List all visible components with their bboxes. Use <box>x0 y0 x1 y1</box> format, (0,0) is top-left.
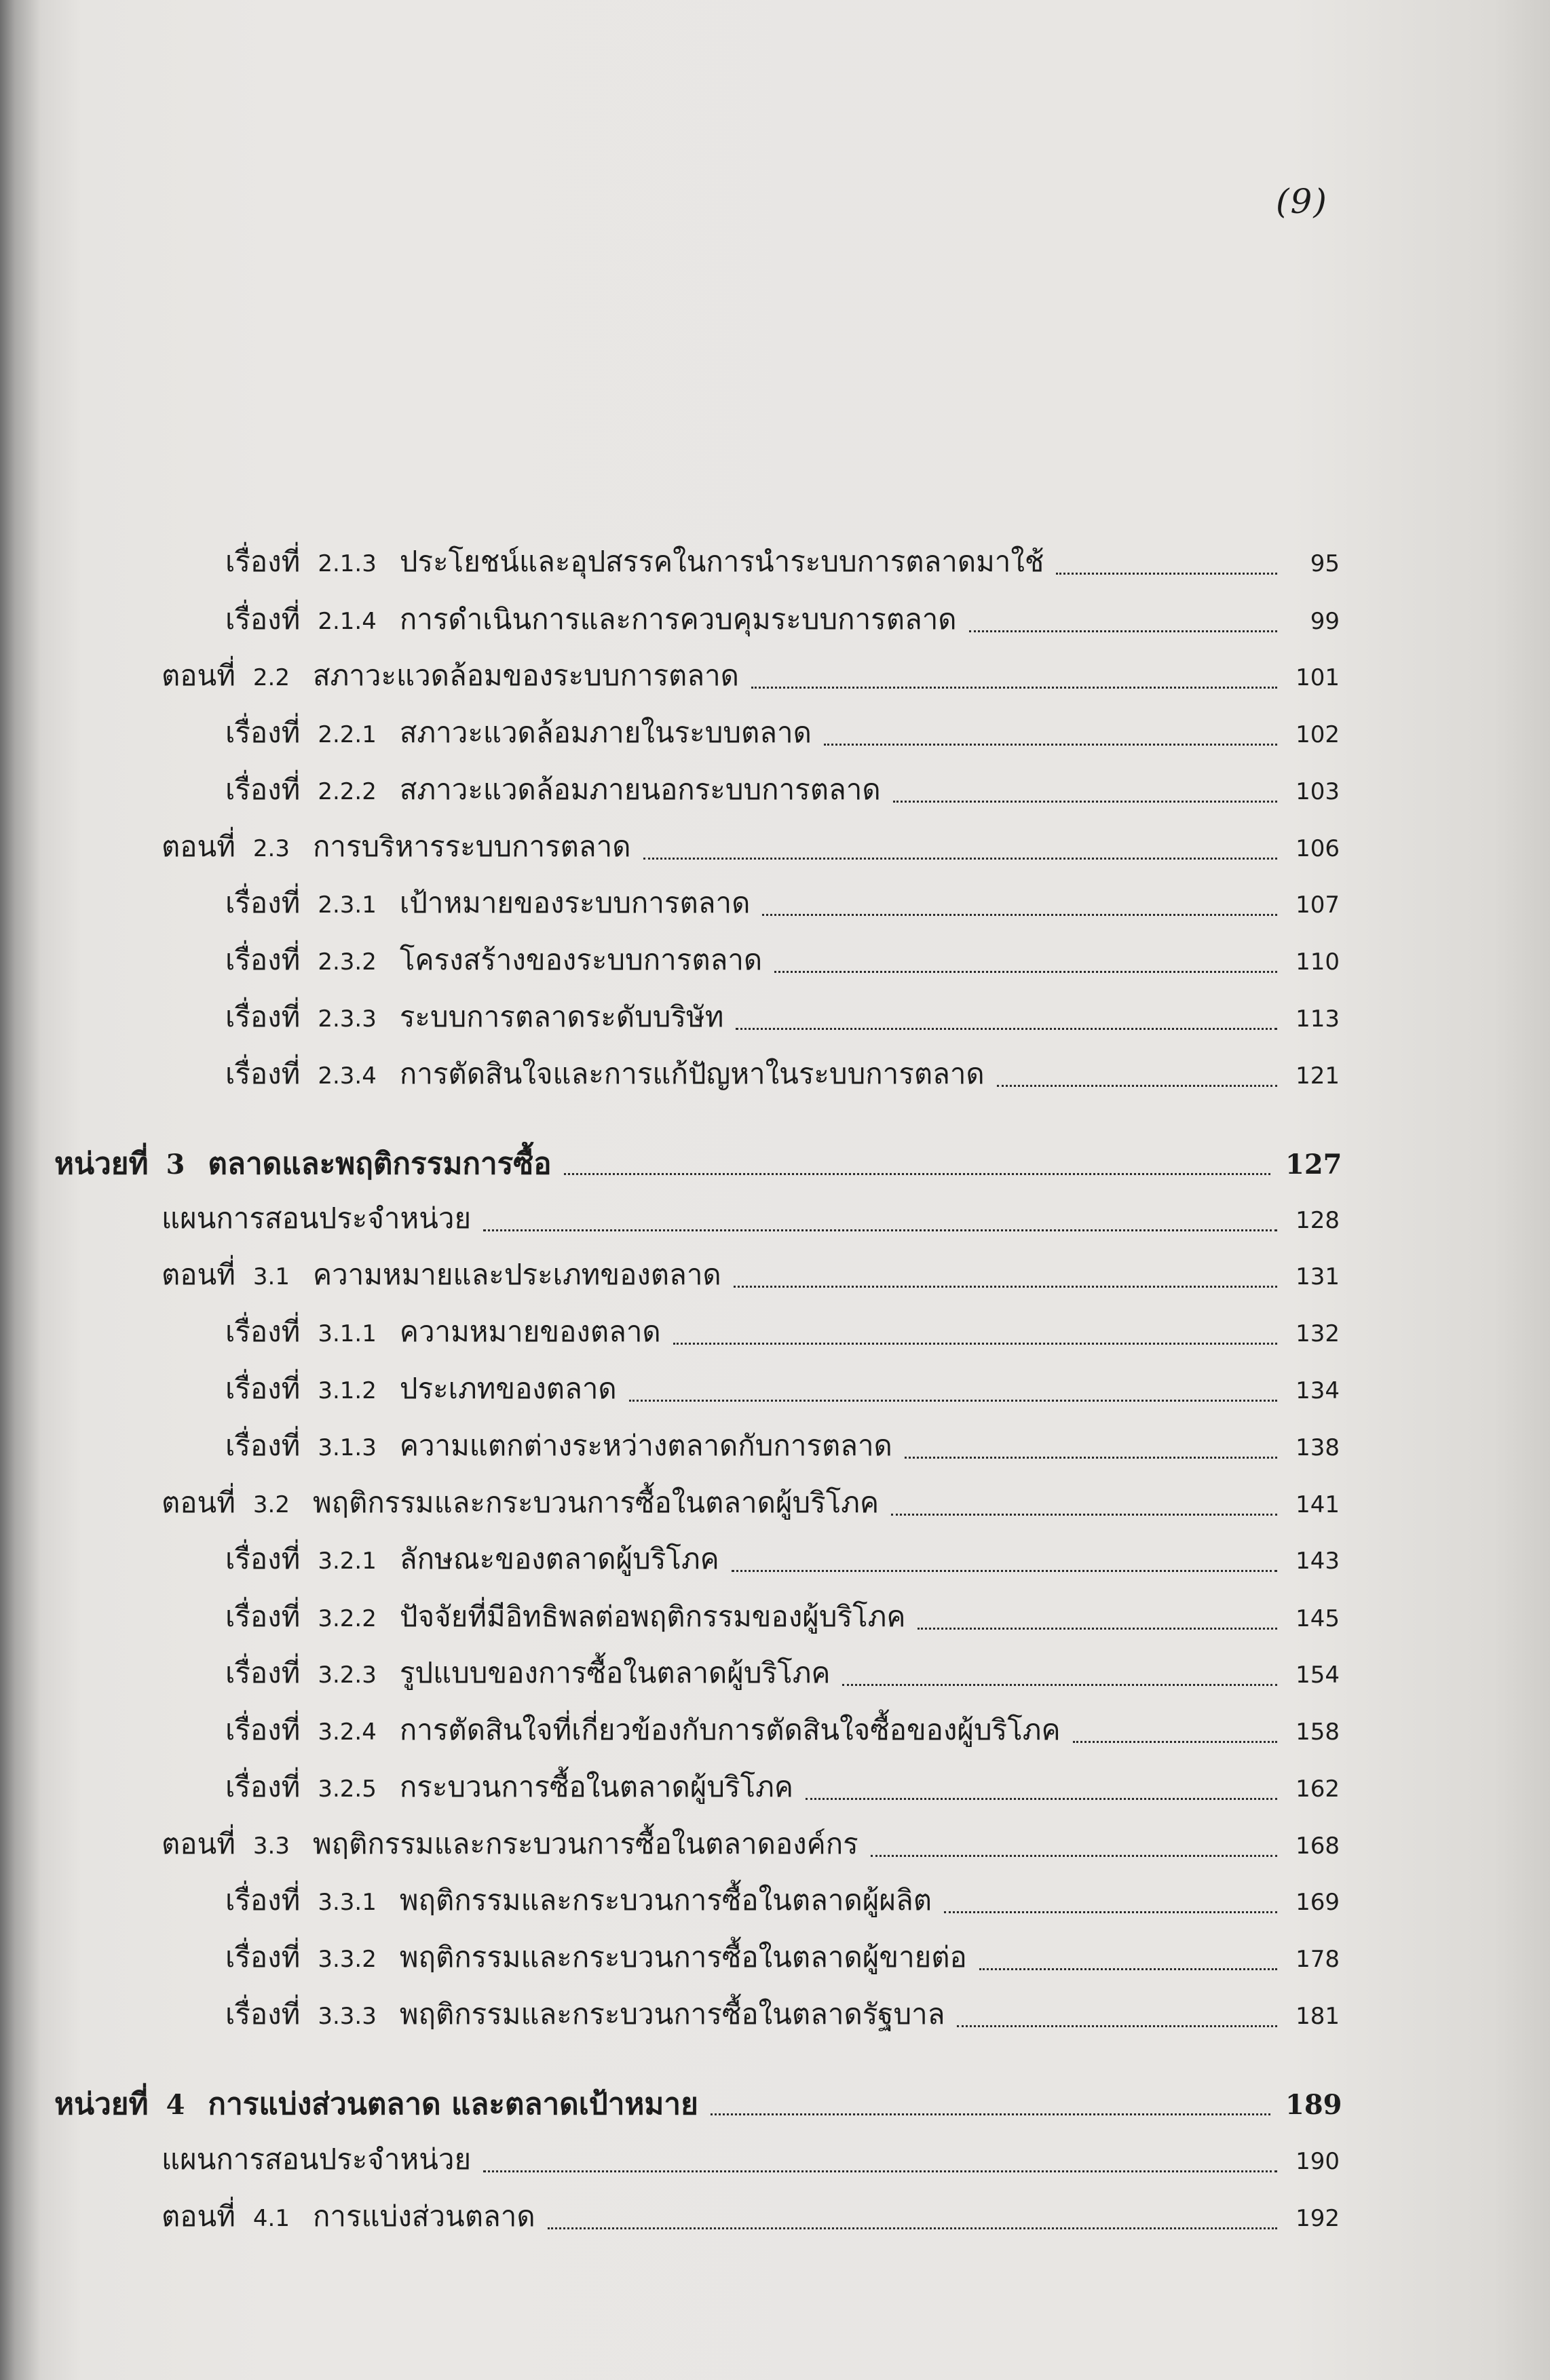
toc-entry-title: รูปแบบของการซื้อในตลาดผู้บริโภค <box>399 1656 831 1689</box>
toc-entry-title: พฤติกรรมและกระบวนการซื้อในตลาดผู้บริโภค <box>312 1486 880 1519</box>
toc-entry-prefix: ตอนที่ <box>162 1258 235 1291</box>
toc-entry-prefix: เรื่องที่ <box>225 1057 301 1090</box>
toc-entry-prefix: เรื่องที่ <box>225 1997 301 2031</box>
toc-entry-number: 3.1.1 <box>318 1320 377 1347</box>
toc-entry-page: 121 <box>1296 1062 1340 1090</box>
toc-entry-number: 3 <box>166 1149 185 1181</box>
toc-topic-entry <box>225 1594 1340 1642</box>
toc-dot-leader <box>905 1454 1277 1459</box>
toc-entry-title: การตัดสินใจที่เกี่ยวข้องกับการตัดสินใจซื้อของผู้บริโภค <box>399 1713 1061 1746</box>
toc-dot-leader <box>891 1511 1277 1516</box>
toc-entry-title: สภาวะแวดล้อมของระบบการตลาด <box>312 659 739 692</box>
toc-dot-leader <box>1056 570 1277 575</box>
toc-dot-leader <box>1073 1738 1277 1743</box>
toc-dot-leader <box>483 1227 1277 1231</box>
toc-section-entry <box>162 1196 1340 1244</box>
toc-entry-prefix: เรื่องที่ <box>225 1713 301 1746</box>
toc-section-entry <box>162 653 1340 701</box>
toc-entry-title: แผนการสอนประจำหน่วย <box>162 2143 472 2176</box>
toc-topic-entry <box>225 1935 1340 1982</box>
toc-entry-number: 4.1 <box>252 2205 290 2232</box>
toc-entry-prefix: เรื่องที่ <box>225 1000 301 1033</box>
toc-entry-title: พฤติกรรมและกระบวนการซื้อในตลาดผู้ขายต่อ <box>399 1940 967 1974</box>
toc-topic-entry <box>225 1423 1340 1471</box>
toc-entry-page: 95 <box>1310 550 1340 577</box>
toc-entry-title: สภาวะแวดล้อมภายในระบบตลาด <box>399 716 812 749</box>
toc-topic-entry <box>225 938 1340 985</box>
toc-entry-title: ลักษณะของตลาดผู้บริโภค <box>399 1542 719 1575</box>
toc-entry-page: 145 <box>1296 1605 1340 1632</box>
toc-entry-title: ประโยชน์และอุปสรรคในการนำระบบการตลาดมาใช้ <box>399 545 1044 578</box>
toc-entry-page: 127 <box>1285 1149 1342 1181</box>
toc-entry-number: 4 <box>166 2089 185 2121</box>
toc-entry-page: 99 <box>1310 608 1340 635</box>
toc-entry-title: ประเภทของตลาด <box>399 1372 617 1405</box>
toc-entry-number: 3.2.1 <box>318 1548 377 1575</box>
toc-dot-leader <box>979 1965 1277 1970</box>
toc-entry-prefix: เรื่องที่ <box>225 1940 301 1974</box>
toc-entry-number: 2.3 <box>252 835 290 862</box>
toc-dot-leader <box>871 1852 1277 1857</box>
toc-entry-title: การแบ่งส่วนตลาด และตลาดเป้าหมาย <box>208 2087 698 2122</box>
toc-dot-leader <box>893 798 1277 803</box>
toc-entry-number: 3.3 <box>252 1832 290 1860</box>
toc-dot-leader <box>918 1625 1277 1630</box>
toc-entry-prefix: เรื่องที่ <box>225 1429 301 1462</box>
toc-entry-prefix: เรื่องที่ <box>225 943 301 976</box>
toc-entry-page: 110 <box>1296 948 1340 976</box>
toc-entry-title: การตัดสินใจและการแก้ปัญหาในระบบการตลาด <box>399 1057 985 1090</box>
toc-topic-entry <box>225 1708 1340 1755</box>
toc-entry-page: 103 <box>1296 778 1340 805</box>
toc-entry-page: 134 <box>1296 1377 1340 1404</box>
toc-topic-entry <box>225 767 1340 815</box>
toc-entry-number: 2.2.2 <box>318 778 377 805</box>
toc-topic-entry <box>225 1765 1340 1812</box>
toc-entry-number: 3.2.4 <box>318 1719 377 1746</box>
toc-topic-entry <box>225 1878 1340 1925</box>
toc-topic-entry <box>225 1651 1340 1698</box>
toc-topic-entry <box>225 881 1340 928</box>
toc-dot-leader <box>806 1795 1277 1800</box>
toc-entry-prefix: ตอนที่ <box>162 2200 235 2233</box>
toc-dot-leader <box>643 855 1278 860</box>
toc-entry-title: การดำเนินการและการควบคุมระบบการตลาด <box>399 602 957 636</box>
toc-entry-title: แผนการสอนประจำหน่วย <box>162 1202 472 1235</box>
toc-entry-prefix: เรื่องที่ <box>225 1770 301 1803</box>
toc-dot-leader <box>629 1397 1277 1402</box>
toc-entry-page: 102 <box>1296 721 1340 748</box>
toc-entry-number: 2.2 <box>252 664 290 691</box>
toc-entry-page: 168 <box>1296 1832 1340 1860</box>
toc-entry-number: 3.1.2 <box>318 1377 377 1404</box>
toc-dot-leader <box>824 741 1277 746</box>
toc-entry-page: 178 <box>1296 1946 1340 1973</box>
toc-dot-leader <box>673 1340 1277 1345</box>
toc-unit-entry <box>54 1140 1340 1187</box>
toc-entry-page: 181 <box>1296 2003 1340 2030</box>
toc-entry-prefix: เรื่องที่ <box>225 773 301 806</box>
toc-dot-leader <box>751 684 1277 689</box>
toc-entry-prefix: ตอนที่ <box>162 830 235 863</box>
toc-dot-leader <box>734 1283 1277 1288</box>
toc-topic-entry <box>225 1537 1340 1584</box>
toc-entry-prefix: เรื่องที่ <box>225 1542 301 1575</box>
toc-entry-page: 107 <box>1296 891 1340 919</box>
toc-entry-number: 3.3.1 <box>318 1889 377 1916</box>
toc-dot-leader <box>774 968 1277 973</box>
toc-entry-title: ความหมายของตลาด <box>399 1315 661 1348</box>
toc-topic-entry <box>225 1309 1340 1357</box>
toc-entry-page: 106 <box>1296 835 1340 862</box>
toc-dot-leader <box>957 2022 1277 2027</box>
toc-entry-number: 2.2.1 <box>318 721 377 748</box>
toc-entry-prefix: ตอนที่ <box>162 1827 235 1860</box>
toc-entry-prefix: เรื่องที่ <box>225 1372 301 1405</box>
toc-dot-leader <box>732 1567 1277 1572</box>
toc-entry-title: ความหมายและประเภทของตลาด <box>312 1258 721 1291</box>
toc-entry-prefix: เรื่องที่ <box>225 1656 301 1689</box>
toc-entry-page: 113 <box>1296 1005 1340 1033</box>
toc-dot-leader <box>762 911 1277 916</box>
toc-dot-leader <box>842 1681 1277 1686</box>
toc-entry-title: พฤติกรรมและกระบวนการซื้อในตลาดรัฐบาล <box>399 1997 945 2031</box>
toc-entry-prefix: เรื่องที่ <box>225 602 301 636</box>
toc-entry-number: 3.2.3 <box>318 1662 377 1689</box>
toc-entry-prefix: หน่วยที่ <box>54 1147 149 1181</box>
toc-entry-page: 192 <box>1296 2205 1340 2232</box>
toc-topic-entry <box>225 1366 1340 1414</box>
toc-entry-page: 138 <box>1296 1434 1340 1461</box>
toc-entry-page: 189 <box>1285 2089 1342 2121</box>
toc-entry-prefix: เรื่องที่ <box>225 886 301 919</box>
toc-entry-number: 2.3.3 <box>318 1005 377 1033</box>
toc-entry-prefix: ตอนที่ <box>162 659 235 692</box>
toc-entry-number: 3.2 <box>252 1491 290 1518</box>
toc-entry-title: ระบบการตลาดระดับบริษัท <box>399 1000 724 1033</box>
toc-entry-title: พฤติกรรมและกระบวนการซื้อในตลาดผู้ผลิต <box>399 1883 932 1917</box>
toc-entry-prefix: เรื่องที่ <box>225 1600 301 1633</box>
toc-entry-title: การแบ่งส่วนตลาด <box>312 2200 535 2233</box>
toc-entry-page: 143 <box>1296 1548 1340 1575</box>
toc-entry-title: ปัจจัยที่มีอิทธิพลต่อพฤติกรรมของผู้บริโภค <box>399 1600 906 1633</box>
toc-topic-entry <box>225 1992 1340 2039</box>
toc-entry-title: การบริหารระบบการตลาด <box>312 830 631 863</box>
toc-section-entry <box>162 824 1340 872</box>
toc-topic-entry <box>225 539 1340 587</box>
toc-entry-prefix: ตอนที่ <box>162 1486 235 1519</box>
toc-entry-prefix: เรื่องที่ <box>225 545 301 578</box>
page-number: (9) <box>1276 182 1328 221</box>
toc-entry-number: 2.1.4 <box>318 608 377 635</box>
toc-entry-page: 158 <box>1296 1719 1340 1746</box>
toc-entry-page: 141 <box>1296 1491 1340 1518</box>
toc-entry-number: 2.1.3 <box>318 550 377 577</box>
toc-entry-title: กระบวนการซื้อในตลาดผู้บริโภค <box>399 1770 793 1803</box>
toc-entry-title: พฤติกรรมและกระบวนการซื้อในตลาดองค์กร <box>312 1827 858 1860</box>
toc-entry-prefix: เรื่องที่ <box>225 716 301 749</box>
toc-entry-page: 162 <box>1296 1776 1340 1803</box>
toc-dot-leader <box>564 1170 1270 1175</box>
toc-entry-page: 131 <box>1296 1263 1340 1290</box>
toc-entry-page: 190 <box>1296 2148 1340 2175</box>
toc-section-entry <box>162 1822 1340 1869</box>
toc-entry-title: ตลาดและพฤติกรรมการซื้อ <box>208 1147 552 1181</box>
toc-entry-page: 128 <box>1296 1207 1340 1234</box>
toc-entry-prefix: เรื่องที่ <box>225 1883 301 1917</box>
toc-entry-title: เป้าหมายของระบบการตลาด <box>399 886 751 919</box>
toc-section-entry <box>162 2137 1340 2185</box>
toc-entry-number: 2.3.4 <box>318 1062 377 1090</box>
toc-dot-leader <box>736 1025 1277 1030</box>
toc-entry-title: โครงสร้างของระบบการตลาด <box>399 943 763 976</box>
toc-dot-leader <box>969 628 1277 632</box>
toc-entry-prefix: เรื่องที่ <box>225 1315 301 1348</box>
toc-dot-leader <box>548 2225 1277 2229</box>
toc-dot-leader <box>483 2168 1277 2172</box>
toc-entry-page: 101 <box>1296 664 1340 691</box>
toc-section-entry <box>162 1480 1340 1528</box>
toc-entry-number: 3.2.2 <box>318 1605 377 1632</box>
toc-topic-entry <box>225 995 1340 1042</box>
toc-section-entry <box>162 2194 1340 2242</box>
toc-entry-number: 3.2.5 <box>318 1776 377 1803</box>
toc-dot-leader <box>711 2111 1270 2115</box>
toc-entry-page: 154 <box>1296 1662 1340 1689</box>
toc-entry-number: 3.3.2 <box>318 1946 377 1973</box>
toc-section-entry <box>162 1252 1340 1300</box>
toc-topic-entry <box>225 1052 1340 1099</box>
toc-entry-title: ความแตกต่างระหว่างตลาดกับการตลาด <box>399 1429 892 1462</box>
toc-entry-page: 132 <box>1296 1320 1340 1347</box>
toc-entry-number: 2.3.2 <box>318 948 377 976</box>
toc-dot-leader <box>944 1908 1277 1913</box>
toc-entry-page: 169 <box>1296 1889 1340 1916</box>
toc-entry-number: 3.1.3 <box>318 1434 377 1461</box>
toc-dot-leader <box>997 1082 1277 1087</box>
toc-unit-entry <box>54 2080 1340 2128</box>
toc-topic-entry <box>225 710 1340 758</box>
toc-entry-number: 2.3.1 <box>318 891 377 919</box>
toc-entry-number: 3.1 <box>252 1263 290 1290</box>
toc-entry-prefix: หน่วยที่ <box>54 2087 149 2122</box>
toc-entry-title: สภาวะแวดล้อมภายนอกระบบการตลาด <box>399 773 881 806</box>
toc-topic-entry <box>225 597 1340 645</box>
toc-entry-number: 3.3.3 <box>318 2003 377 2030</box>
